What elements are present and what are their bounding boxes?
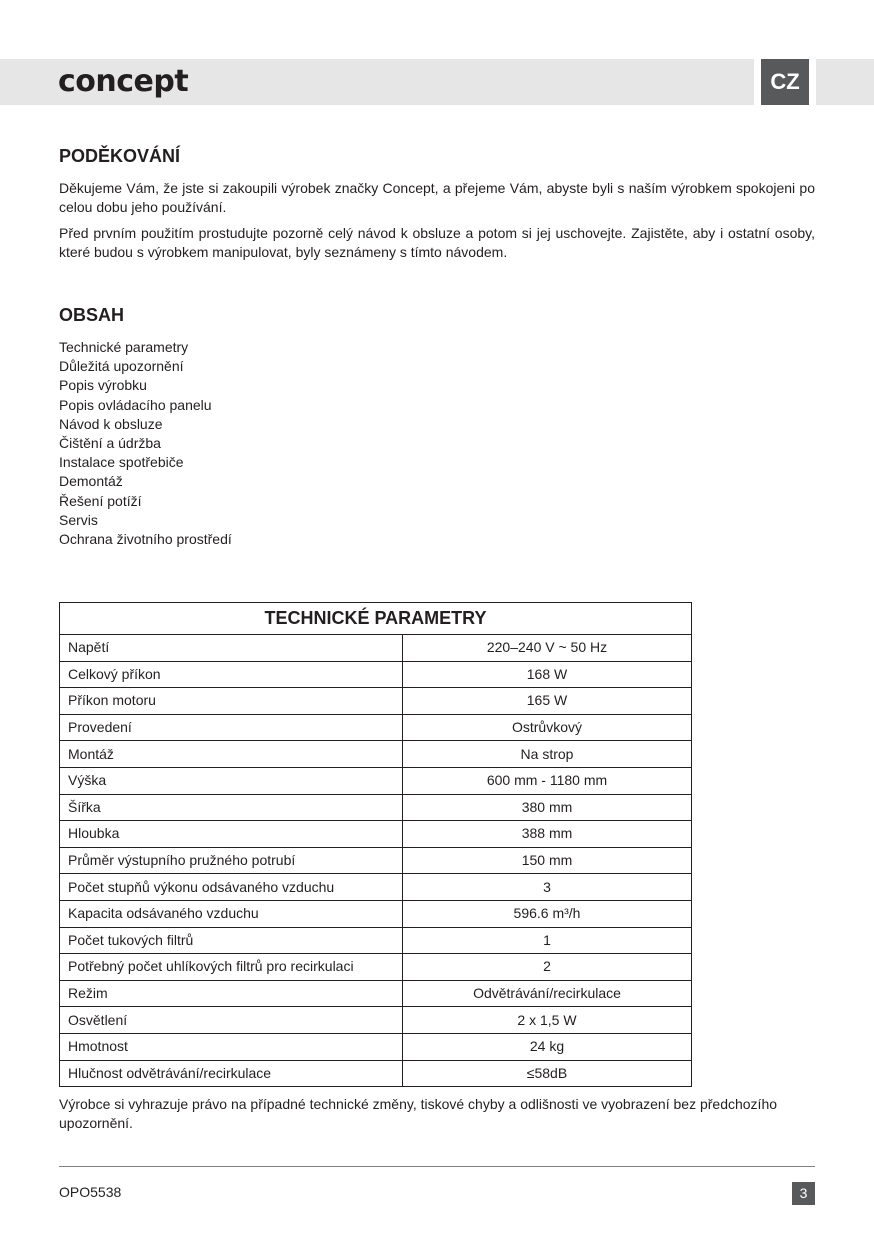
table-row: [60, 821, 692, 848]
contents-list: [59, 338, 232, 549]
table-row: [60, 927, 692, 954]
parameter-value: 150 mm: [403, 847, 692, 874]
parameter-value: Odvětrávání/recirkulace: [403, 980, 692, 1007]
parameter-value: 596.6 m³/h: [403, 900, 692, 927]
parameter-label: Celkový příkon: [60, 661, 403, 688]
contents-item: Instalace spotřebiče: [59, 454, 184, 471]
parameter-label: Hmotnost: [60, 1033, 403, 1060]
thanks-paragraph-2: Před prvním použitím prostudujte pozorně celý návod k obsluze a potom si jej uschovejte. Zajistěte, aby i ostatní osoby, které budou s výrobkem manipulovat, byly seznámeny s tímto návodem.: [59, 225, 815, 260]
table-row: [60, 794, 692, 821]
parameter-value: Na strop: [403, 741, 692, 768]
contents-item: Čištění a údržba: [59, 435, 161, 452]
parameter-label: Potřebný počet uhlíkových filtrů pro recirkulaci: [60, 954, 403, 981]
thanks-paragraph-1: Děkujeme Vám, že jste si zakoupili výrobek značky Concept, a přejeme Vám, abyste byli s naším výrobkem spokojeni po celou dobu jeho používání.: [59, 180, 815, 215]
model-number: OPO5538: [59, 1184, 122, 1200]
parameter-label: Počet tukových filtrů: [60, 927, 403, 954]
table-row: [60, 661, 692, 688]
contents-item: Ochrana životního prostředí: [59, 531, 232, 548]
parameter-value: 3: [403, 874, 692, 901]
contents-item: Návod k obsluze: [59, 415, 163, 432]
table-row: [60, 1033, 692, 1060]
parameter-label: Kapacita odsávaného vzduchu: [60, 900, 403, 927]
table-row: [60, 954, 692, 981]
contents-item: Popis ovládacího panelu: [59, 396, 212, 413]
parameter-label: Provedení: [60, 714, 403, 741]
parameter-label: Počet stupňů výkonu odsávaného vzduchu: [60, 874, 403, 901]
parameter-label: Příkon motoru: [60, 688, 403, 715]
brand-logo: concept: [58, 64, 189, 99]
header-gap: [809, 59, 816, 105]
disclaimer: Výrobce si vyhrazuje právo na případné technické změny, tiskové chyby a odlišnosti ve vyobrazení bez předchozího upozornění.: [59, 1096, 778, 1131]
table-row: [60, 874, 692, 901]
footer-divider: [59, 1166, 815, 1167]
parameter-value: 380 mm: [403, 794, 692, 821]
parameter-value: 168 W: [403, 661, 692, 688]
technical-parameters-table: [59, 602, 692, 1087]
parameter-value: 600 mm - 1180 mm: [403, 767, 692, 794]
header-gap: [754, 59, 761, 105]
table-row: [60, 767, 692, 794]
parameter-value: ≤58dB: [403, 1060, 692, 1087]
parameter-value: 1: [403, 927, 692, 954]
language-badge: CZ: [761, 59, 809, 105]
parameter-label: Napětí: [60, 635, 403, 662]
contents-item: Popis výrobku: [59, 377, 147, 394]
table-row: [60, 688, 692, 715]
contents-item: Servis: [59, 511, 98, 528]
parameter-value: 2 x 1,5 W: [403, 1007, 692, 1034]
thanks-heading: PODĚKOVÁNÍ: [59, 146, 181, 166]
parameter-value: 24 kg: [403, 1033, 692, 1060]
table-row: [60, 900, 692, 927]
contents-heading: OBSAH: [59, 305, 125, 325]
table-row: [60, 1060, 692, 1087]
table-row: [60, 980, 692, 1007]
contents-item: Technické parametry: [59, 339, 189, 355]
parameter-label: Hloubka: [60, 821, 403, 848]
table-row: [60, 714, 692, 741]
table-row: [60, 1007, 692, 1034]
parameter-label: Průměr výstupního pružného potrubí: [60, 847, 403, 874]
parameter-value: 2: [403, 954, 692, 981]
parameter-label: Výška: [60, 767, 403, 794]
contents-item: Důležitá upozornění: [59, 358, 184, 375]
parameter-value: 220–240 V ~ 50 Hz: [403, 635, 692, 662]
parameter-label: Montáž: [60, 741, 403, 768]
contents-item: Řešení potíží: [59, 492, 142, 509]
parameter-label: Režim: [60, 980, 403, 1007]
parameter-value: Ostrůvkový: [403, 714, 692, 741]
page-number: 3: [792, 1182, 815, 1205]
table-title: TECHNICKÉ PARAMETRY: [60, 603, 692, 635]
parameter-value: 388 mm: [403, 821, 692, 848]
parameter-label: Šířka: [60, 794, 403, 821]
table-row: [60, 847, 692, 874]
table-row: [60, 741, 692, 768]
table-title-row: [60, 603, 692, 635]
parameter-label: Hlučnost odvětrávání/recirkulace: [60, 1060, 403, 1087]
table-row: [60, 635, 692, 662]
parameter-value: 165 W: [403, 688, 692, 715]
contents-item: Demontáž: [59, 473, 123, 490]
parameter-label: Osvětlení: [60, 1007, 403, 1034]
